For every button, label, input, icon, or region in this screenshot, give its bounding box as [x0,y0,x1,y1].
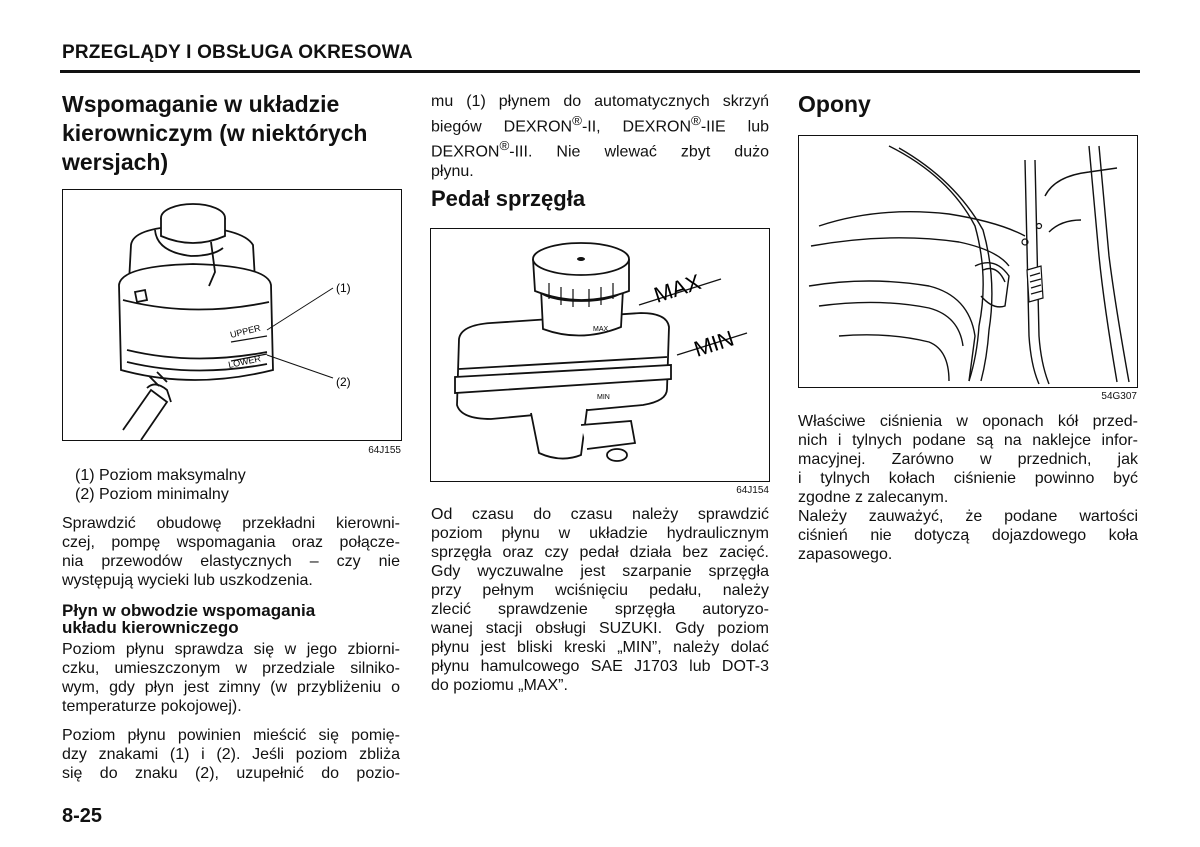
text-line: Gdy wyczuwalne jest szarpanie sprzęgła [431,563,769,580]
title-line: wersjach) [62,149,169,175]
text-line [431,136,769,161]
paragraph-inspect [62,514,400,590]
section-title-clutch: Pedał sprzęgła [431,186,586,211]
door-sticker-illustration [799,136,1137,387]
running-header: PRZEGLĄDY I OBSŁUGA OKRESOWA [62,42,413,63]
figure-door-label [798,135,1138,388]
registered-mark: ® [499,138,510,154]
figure-code-54G307: 54G307 [1101,391,1137,402]
section-title-tires: Opony [798,91,871,117]
registered-mark: ® [572,113,582,128]
caption-list [75,466,246,504]
text-line: temperaturze pokojowej). [62,698,242,715]
figure-clutch-reservoir [430,228,770,482]
paragraph-fluid-check [62,640,400,716]
figure-code-64J155: 64J155 [368,445,401,456]
callout-1: (1) [336,281,351,295]
paragraph-fluid-level [62,726,400,783]
callout-2: (2) [336,375,351,389]
text-line: czku, umieszczonym w przedziale silniko- [62,660,400,677]
text-run: biegów DEXRON [431,118,573,136]
text-run: płynu. [431,162,474,180]
subheading-line: układu kierowniczego [62,618,239,637]
text-line: występują wycieki lub uszkodzenia. [62,572,313,589]
text-line: Poziom płynu powinien mieścić się pomię- [62,727,400,744]
text-line: poziom płynu w układzie hydraulicznym [431,525,769,542]
text-line: Poziom płynu sprawdza się w jego zbiorni- [62,641,400,658]
text-line: Właściwe ciśnienia w oponach kół przed- [798,413,1138,430]
header-rule [60,70,1140,73]
paragraph-clutch [431,505,769,695]
text-line: płynu jest bliski kreski „MIN”, należy dolać [431,639,769,656]
text-line: do poziomu „MAX”. [431,677,568,694]
section-title-power-steering [62,90,402,177]
subheading-fluid [62,602,400,636]
clutch-reservoir-illustration [431,229,769,481]
text-run: -IIE lub [700,118,770,136]
text-line: Od czasu do czasu należy sprawdzić [431,506,769,523]
text-line: się do znaku (2), uzupełnić do pozio- [62,765,400,782]
caption-item: (2) Poziom minimalny [75,486,229,503]
min-mark: MIN [597,394,610,401]
text-line: zapasowego. [798,546,893,563]
text-line: nich i tylnych podane są na naklejce infor- [798,432,1138,449]
text-line [431,92,769,111]
paragraph-spare-wheel [798,507,1138,564]
text-line: zgodne z zalecanym. [798,489,949,506]
page-number: 8-25 [62,805,103,827]
caption-item: (1) Poziom maksymalny [75,467,246,484]
text-line: wym, gdy płyn jest zimny (w przybliżeniu o [62,679,400,696]
text-line: Należy zauważyć, że podane wartości [798,508,1138,525]
text-line: Sprawdzić obudowę przekładni kierowni- [62,515,400,532]
text-line: macyjnej. Zarówno w przednich, jak [798,451,1138,468]
text-line: wanej stacji obsługi SUZUKI. Gdy poziom [431,620,769,637]
title-line: kierowniczym (w niektórych [62,120,368,146]
registered-mark: ® [691,113,701,128]
text-line: i tylnych kołach ciśnienie powinno być [798,470,1138,487]
paragraph-tire-pressure [798,412,1138,507]
text-line: ciśnień nie dotyczą dojazdowego koła [798,527,1138,544]
reservoir-illustration [63,190,401,440]
max-label: MAX [650,269,704,308]
text-line: płynu hamulcowego SAE J1703 lub DOT-3 [431,658,769,675]
text-run: mu (1) płynem do automatycznych skrzyń [431,93,769,110]
max-mark: MAX [593,326,609,333]
subheading-line: Płyn w obwodzie wspomagania [62,601,316,620]
text-run: -III. Nie wlewać zbyt dużo [509,143,769,161]
text-run: DEXRON [431,143,500,161]
upper-mark: UPPER [229,322,262,340]
figure-reservoir [62,189,402,441]
text-line [431,162,769,181]
lower-mark: LOWER [227,353,262,370]
min-label: MIN [690,325,737,362]
title-line: Wspomaganie w układzie [62,91,340,117]
text-line [431,111,769,136]
text-run: -II, DEXRON [581,118,691,136]
text-line: przy pełnym wciśnięciu pedału, należy [431,582,769,599]
text-line: dzy znakami (1) i (2). Jeśli poziom zbliża [62,746,400,763]
text-line: nia przewodów elastycznych – czy nie [62,553,400,570]
text-line: czej, pompę wspomagania oraz połącze- [62,534,400,551]
paragraph-continued [431,92,769,181]
text-line: sprzęgła oraz czy pedał działa bez zacięć. [431,544,769,561]
figure-code-64J154: 64J154 [736,485,769,496]
text-line: zlecić sprawdzenie sprzęgła autoryzo- [431,601,769,618]
